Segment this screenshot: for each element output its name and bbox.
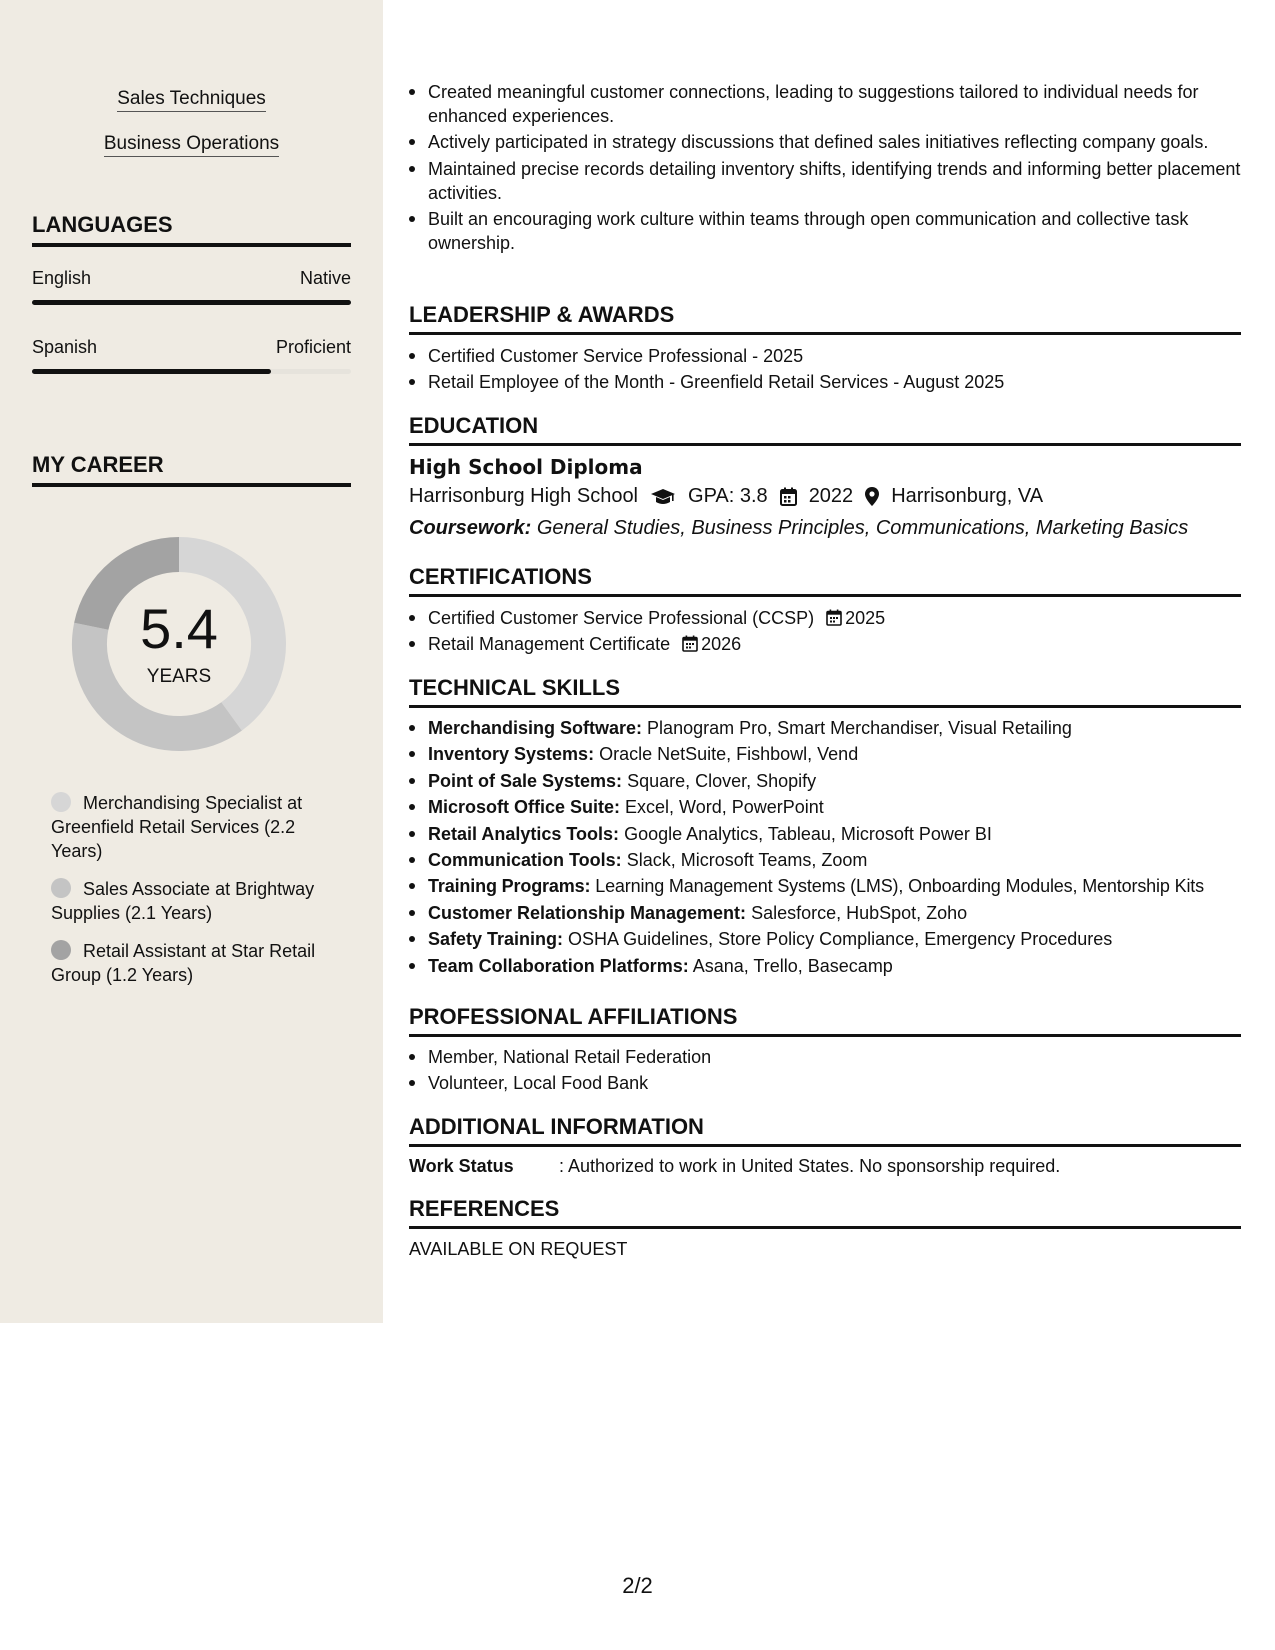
technical-skills-heading: TECHNICAL SKILLS [409,675,1241,708]
skill-values: Asana, Trello, Basecamp [692,955,893,976]
language-row [32,337,351,358]
calendar-icon [682,635,698,652]
experience-bullets [409,80,1241,258]
language-bar-fill [32,300,351,305]
skill-values: Excel, Word, PowerPoint [625,797,824,818]
list-item [409,874,1241,898]
calendar-icon [826,609,842,626]
languages-heading: LANGUAGES [32,212,351,247]
skill-item [0,88,383,110]
education-meta [409,485,1043,508]
career-unit: YEARS [146,666,212,687]
list-item: Volunteer, Local Food Bank [409,1071,1241,1095]
leadership-list [409,344,1241,397]
career-item [51,877,341,925]
language-level: Native [299,268,351,288]
list-item: Member, National Retail Federation [409,1045,1241,1069]
certifications-list [409,606,1241,659]
skill-category: Customer Relationship Management: [428,902,747,923]
work-status-row [409,1156,1060,1177]
affiliations-list [409,1045,1241,1098]
career-total: 5.4 [140,597,218,660]
list-item: Retail Employee of the Month - Greenfield Retail Services - August 2025 [409,370,1241,394]
career-dot-icon [51,792,71,812]
references-text: AVAILABLE ON REQUEST [409,1239,628,1259]
skill-values: OSHA Guidelines, Store Policy Compliance, Emergency Procedures [568,929,1113,950]
language-name: Spanish [32,337,98,357]
skill-category: Inventory Systems: [428,744,595,765]
skill-category: Point of Sale Systems: [428,770,623,791]
work-status-label: Work Status [409,1156,514,1176]
coursework-value: General Studies, Business Principles, Communications, Marketing Basics [536,517,1189,539]
skill-category: Merchandising Software: [428,718,643,738]
language-level: Proficient [275,337,351,357]
language-name: English [32,268,92,288]
leadership-heading: LEADERSHIP & AWARDS [409,302,1241,335]
certification-year: 2026 [701,634,742,655]
graduation-cap-icon [650,488,676,506]
skill-values: Google Analytics, Tableau, Microsoft Power BI [624,823,992,844]
list-item: Built an encouraging work culture within teams through open communication and collective task ownership. [409,207,1241,255]
school-name: Harrisonburg High School [409,485,639,507]
references-heading: REFERENCES [409,1196,1241,1229]
degree-title: High School Diploma [409,455,643,479]
coursework-label: Coursework: [409,517,532,539]
list-item [409,632,1241,656]
skill-label: Sales Techniques [117,88,266,112]
language-bar-fill [32,369,271,374]
language-bar [32,300,351,305]
skill-category: Team Collaboration Platforms: [428,955,689,976]
skill-category: Microsoft Office Suite: [428,797,621,818]
location-pin-icon [865,487,879,506]
list-item [409,927,1241,951]
career-heading: MY CAREER [32,452,351,487]
career-item [51,939,341,987]
certification-name: Certified Customer Service Professional (CCSP) [428,608,815,628]
education-heading: EDUCATION [409,413,1241,446]
list-item [409,716,1241,740]
list-item [409,954,1241,978]
work-status-value: : Authorized to work in United States. No sponsorship required. [559,1156,1061,1176]
skill-category: Training Programs: [428,876,591,897]
list-item: Created meaningful customer connections, leading to suggestions tailored to individual needs for enhanced experiences. [409,80,1241,128]
gpa: GPA: 3.8 [688,485,768,507]
language-row [32,268,351,289]
skill-values: Oracle NetSuite, Fishbowl, Vend [599,744,859,765]
coursework [409,517,1188,540]
skill-values: Salesforce, HubSpot, Zoho [751,902,968,923]
certification-year: 2025 [845,608,886,628]
career-item-label: Merchandising Specialist at Greenfield Retail Services (2.2 Years) [51,793,303,861]
certifications-heading: CERTIFICATIONS [409,564,1241,597]
certification-name: Retail Management Certificate [428,634,671,655]
skill-category: Communication Tools: [428,849,622,870]
list-item: Actively participated in strategy discussions that defined sales initiatives reflecting company goals. [409,130,1241,154]
skill-values: Learning Management Systems (LMS), Onboarding Modules, Mentorship Kits [595,876,1204,897]
list-item [409,848,1241,872]
career-dot-icon [51,940,71,960]
career-item-label: Retail Assistant at Star Retail Group (1.2 Years) [51,941,316,985]
skill-category: Retail Analytics Tools: [428,823,620,844]
career-dot-icon [51,878,71,898]
list-item: Maintained precise records detailing inventory shifts, identifying trends and informing better placement activities. [409,157,1241,205]
career-item [51,791,341,863]
page-number: 2/2 [622,1573,653,1598]
skill-label: Business Operations [104,133,279,157]
skill-values: Slack, Microsoft Teams, Zoom [626,849,868,870]
list-item [409,742,1241,766]
skill-item [0,133,383,155]
list-item [409,901,1241,925]
additional-info-heading: ADDITIONAL INFORMATION [409,1114,1241,1147]
list-item: Certified Customer Service Professional - 2025 [409,344,1241,368]
affiliations-heading: PROFESSIONAL AFFILIATIONS [409,1004,1241,1037]
list-item [409,822,1241,846]
career-item-label: Sales Associate at Brightway Supplies (2.1 Years) [51,879,315,923]
calendar-icon [780,487,797,506]
list-item [409,606,1241,630]
skill-category: Safety Training: [428,929,564,950]
list-item [409,795,1241,819]
list-item [409,769,1241,793]
school-location: Harrisonburg, VA [891,485,1044,507]
skill-values: Square, Clover, Shopify [627,770,817,791]
language-bar [32,369,351,374]
graduation-year: 2022 [808,485,854,507]
technical-skills-list [409,716,1241,980]
skill-values: Planogram Pro, Smart Merchandiser, Visual Retailing [647,718,1072,738]
